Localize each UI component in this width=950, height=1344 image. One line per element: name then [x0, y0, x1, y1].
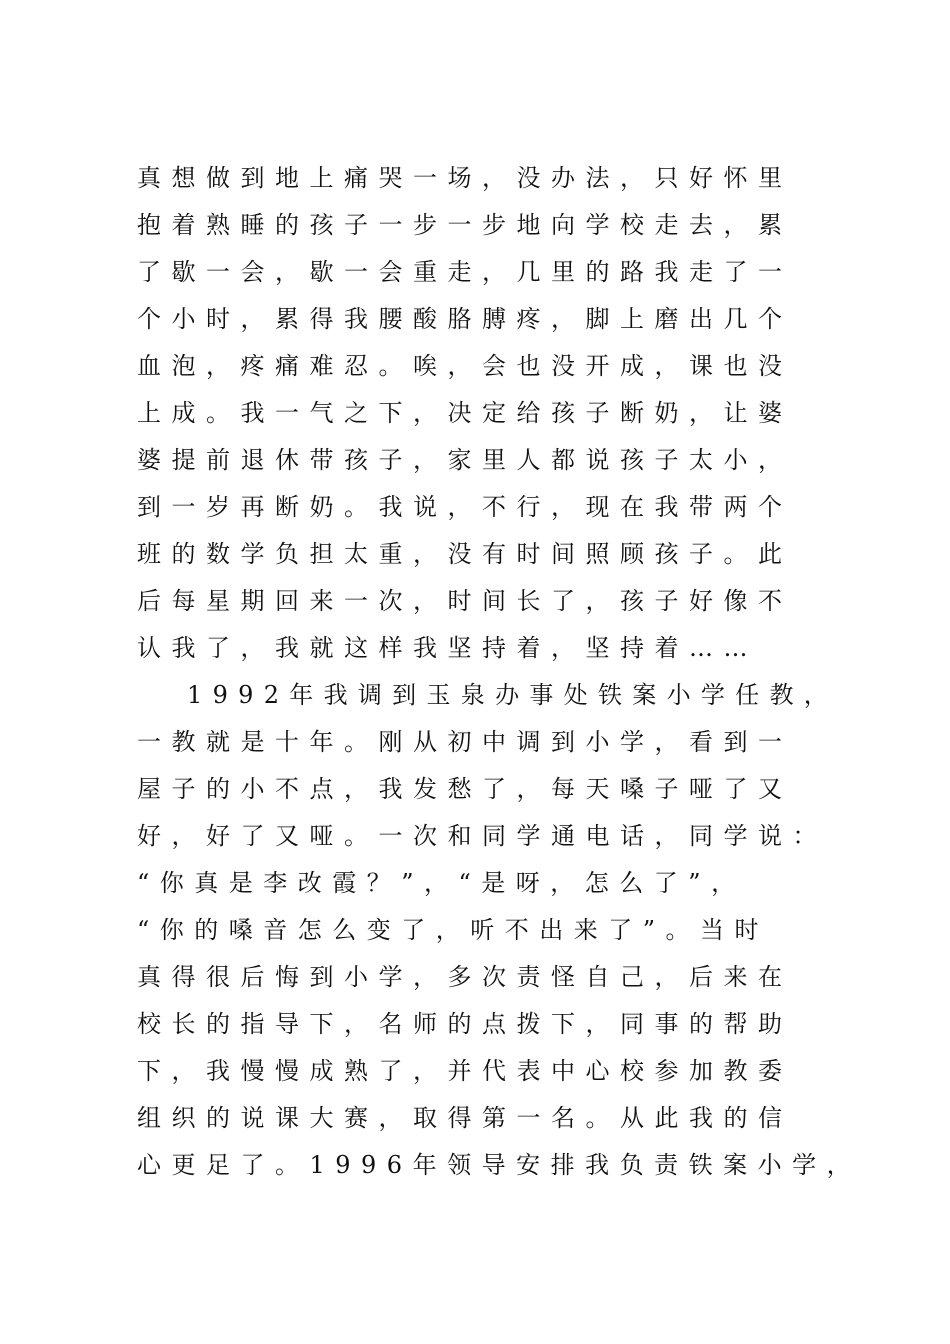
text-line: 校长的指导下，名师的点拨下，同事的帮助	[137, 1010, 793, 1038]
text-line: 后每星期回来一次，时间长了，孩子好像不	[137, 587, 793, 615]
text-line: 屋子的小不点，我发愁了，每天嗓子哑了又	[137, 775, 793, 803]
text-line: 真想做到地上痛哭一场，没办法，只好怀里	[137, 164, 793, 192]
text-line: 到一岁再断奶。我说，不行，现在我带两个	[137, 493, 793, 521]
text-line: 个小时，累得我腰酸胳膊疼，脚上磨出几个	[137, 305, 793, 333]
text-line: 下，我慢慢成熟了，并代表中心校参加教委	[137, 1057, 793, 1085]
text-line: 好，好了又哑。一次和同学通电话，同学说：	[137, 822, 827, 850]
text-line: 血泡，疼痛难忍。唉，会也没开成，课也没	[137, 352, 793, 380]
paragraph-start-line: 1992年我调到玉泉办事处铁案小学任教，	[187, 681, 839, 709]
body-text	[137, 158, 862, 1192]
text-line: 婆提前退休带孩子，家里人都说孩子太小，	[137, 446, 793, 474]
text-line: 抱着熟睡的孩子一步一步地向学校走去，累	[137, 211, 793, 239]
text-line: 了歇一会，歇一会重走，几里的路我走了一	[137, 258, 793, 286]
text-line: 心更足了。1996年领导安排我负责铁案小学，	[137, 1151, 862, 1179]
text-line: “你真是李改霞？”，“是呀，怎么了”，	[137, 869, 746, 897]
text-line: “你的嗓音怎么变了，听不出来了”。当时	[137, 916, 770, 944]
text-line: 上成。我一气之下，决定给孩子断奶，让婆	[137, 399, 793, 427]
text-line: 班的数学负担太重，没有时间照顾孩子。此	[137, 540, 793, 568]
text-line: 真得很后悔到小学，多次责怪自己，后来在	[137, 963, 793, 991]
text-line: 认我了，我就这样我坚持着，坚持着……	[137, 634, 758, 662]
text-line: 一教就是十年。刚从初中调到小学，看到一	[137, 728, 793, 756]
text-line: 组织的说课大赛，取得第一名。从此我的信	[137, 1104, 793, 1132]
